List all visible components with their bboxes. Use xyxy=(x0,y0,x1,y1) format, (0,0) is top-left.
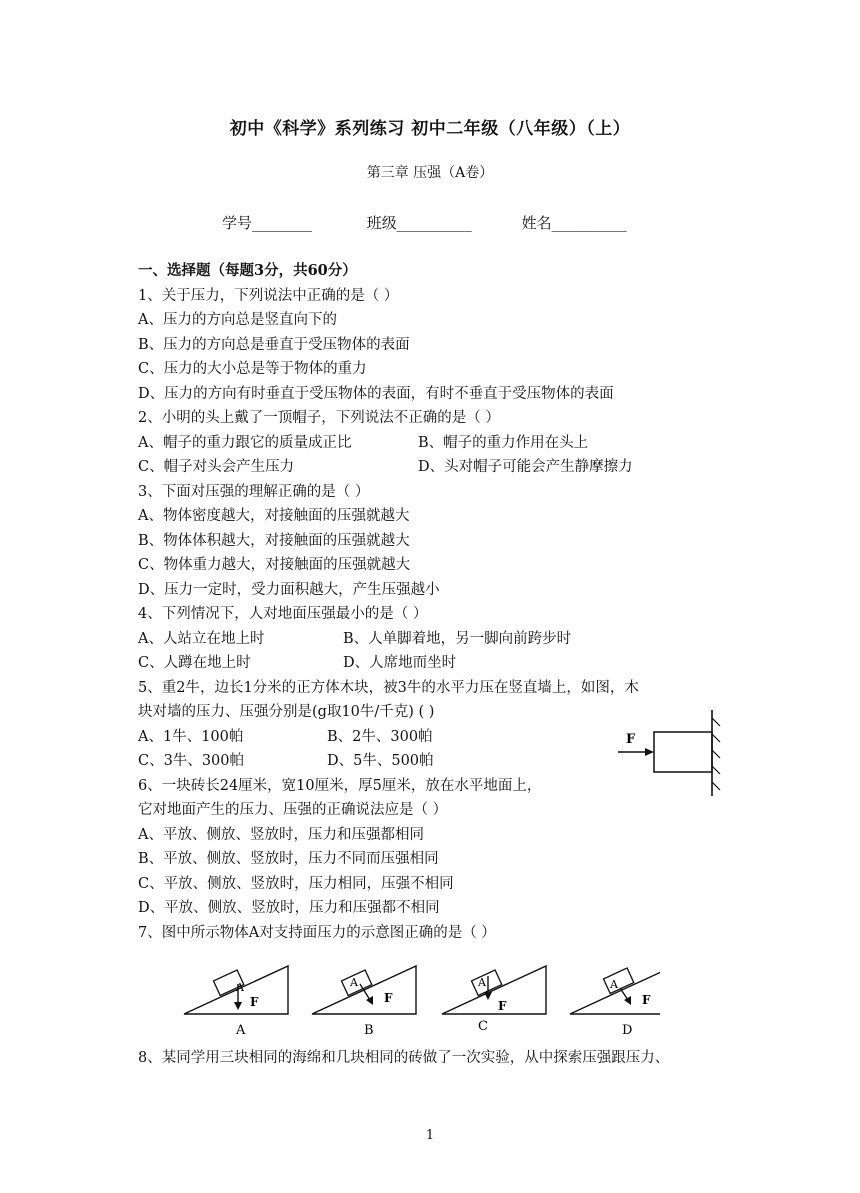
figure-caption-b: B xyxy=(364,1023,374,1038)
wooden-block xyxy=(654,732,712,772)
svg-text:A: A xyxy=(236,981,244,994)
question-5-figure xyxy=(612,708,724,798)
student-id-field: 学号________ xyxy=(222,214,313,232)
question-5-stem-line-1: 5、重2牛，边长1分米的正方体木块，被3牛的水平力压在竖直墙上，如图，木 xyxy=(138,680,639,696)
svg-text:A: A xyxy=(610,978,618,991)
question-4-option-c: C、人蹲在地上时 xyxy=(138,655,251,671)
question-2-option-c: C、帽子对头会产生压力 xyxy=(138,459,295,475)
incline-figure-b xyxy=(312,966,416,1038)
question-7-stem: 7、图中所示物体A对支持面压力的示意图正确的是（ ） xyxy=(138,925,496,941)
question-6-stem-line-2: 它对地面产生的压力、压强的正确说法应是（ ） xyxy=(138,802,448,818)
section-heading: 一、选择题（每题3分，共60分） xyxy=(138,262,357,279)
question-3-option-d: D、压力一定时，受力面积越大，产生压强越小 xyxy=(138,582,440,598)
incline-figure-d xyxy=(570,966,660,1038)
question-2-option-b: B、帽子的重力作用在头上 xyxy=(418,435,589,451)
svg-text:A: A xyxy=(478,976,486,989)
question-5-option-a: A、1牛、100帕 xyxy=(138,729,244,745)
question-5-option-b: B、2牛、300帕 xyxy=(327,729,433,745)
figure-caption-a: A xyxy=(236,1023,246,1038)
question-3-stem: 3、下面对压强的理解正确的是（ ） xyxy=(138,484,370,500)
question-3-option-a: A、物体密度越大，对接触面的压强就越大 xyxy=(138,508,410,524)
question-8-stem: 8、某同学用三块相同的海绵和几块相同的砖做了一次实验，从中探索压强跟压力、 xyxy=(138,1050,670,1066)
incline-figure-a xyxy=(184,966,288,1038)
question-6-option-a: A、平放、侧放、竖放时，压力和压强都相同 xyxy=(138,827,424,843)
question-3-option-c: C、物体重力越大，对接触面的压强就越大 xyxy=(138,557,411,573)
question-4-option-b: B、人单脚着地，另一脚向前跨步时 xyxy=(343,631,572,647)
svg-text:F: F xyxy=(498,999,507,1013)
question-5-option-d: D、5牛、500帕 xyxy=(327,753,434,769)
question-2-option-d: D、头对帽子可能会产生静摩擦力 xyxy=(418,459,633,475)
question-6-option-c: C、平放、侧放、竖放时，压力相同，压强不相同 xyxy=(138,876,454,892)
svg-text:F: F xyxy=(642,993,651,1007)
wall-icon xyxy=(712,710,720,796)
question-6-option-d: D、平放、侧放、竖放时，压力和压强都不相同 xyxy=(138,900,440,916)
svg-text:A: A xyxy=(350,976,358,989)
svg-text:F: F xyxy=(384,991,393,1005)
figure-caption-d: D xyxy=(622,1023,633,1038)
chapter-subtitle: 第三章 压强（A卷） xyxy=(366,165,494,181)
question-1-option-a: A、压力的方向总是竖直向下的 xyxy=(138,312,337,328)
question-1-option-b: B、压力的方向总是垂直于受压物体的表面 xyxy=(138,337,410,353)
question-4-option-a: A、人站立在地上时 xyxy=(138,631,265,647)
question-3-option-b: B、物体体积越大，对接触面的压强就越大 xyxy=(138,533,410,549)
student-info-row xyxy=(222,212,627,233)
question-2-stem: 2、小明的头上戴了一顶帽子，下列说法不正确的是（ ） xyxy=(138,410,500,426)
incline-figure-c xyxy=(442,966,546,1034)
question-5-stem-line-2: 块对墙的压力、压强分别是(g取10牛/千克) ( ) xyxy=(138,704,435,720)
question-1-stem: 1、关于压力，下列说法中正确的是（ ） xyxy=(138,288,399,304)
question-1-option-c: C、压力的大小总是等于物体的重力 xyxy=(138,361,367,377)
question-4-stem: 4、下列情况下，人对地面压强最小的是（ ） xyxy=(138,606,428,622)
class-field: 班级__________ xyxy=(366,214,472,232)
figure-caption-c: C xyxy=(478,1019,488,1034)
question-6-stem-line-1: 6、一块砖长24厘米，宽10厘米，厚5厘米，放在水平地面上， xyxy=(138,778,542,794)
page-title: 初中《科学》系列练习 初中二年级（八年级）（上） xyxy=(229,119,631,139)
question-4-option-d: D、人席地而坐时 xyxy=(343,655,457,671)
question-1-option-d: D、压力的方向有时垂直于受压物体的表面，有时不垂直于受压物体的表面 xyxy=(138,386,614,402)
question-7-figures xyxy=(180,962,660,1038)
svg-text:F: F xyxy=(250,995,259,1009)
question-2-option-a: A、帽子的重力跟它的质量成正比 xyxy=(138,435,352,451)
question-6-option-b: B、平放、侧放、竖放时，压力不同而压强相同 xyxy=(138,851,439,867)
page-number: 1 xyxy=(425,1128,435,1143)
question-5-option-c: C、3牛、300帕 xyxy=(138,753,244,769)
name-field: 姓名__________ xyxy=(521,214,627,232)
force-label: F xyxy=(626,732,636,747)
